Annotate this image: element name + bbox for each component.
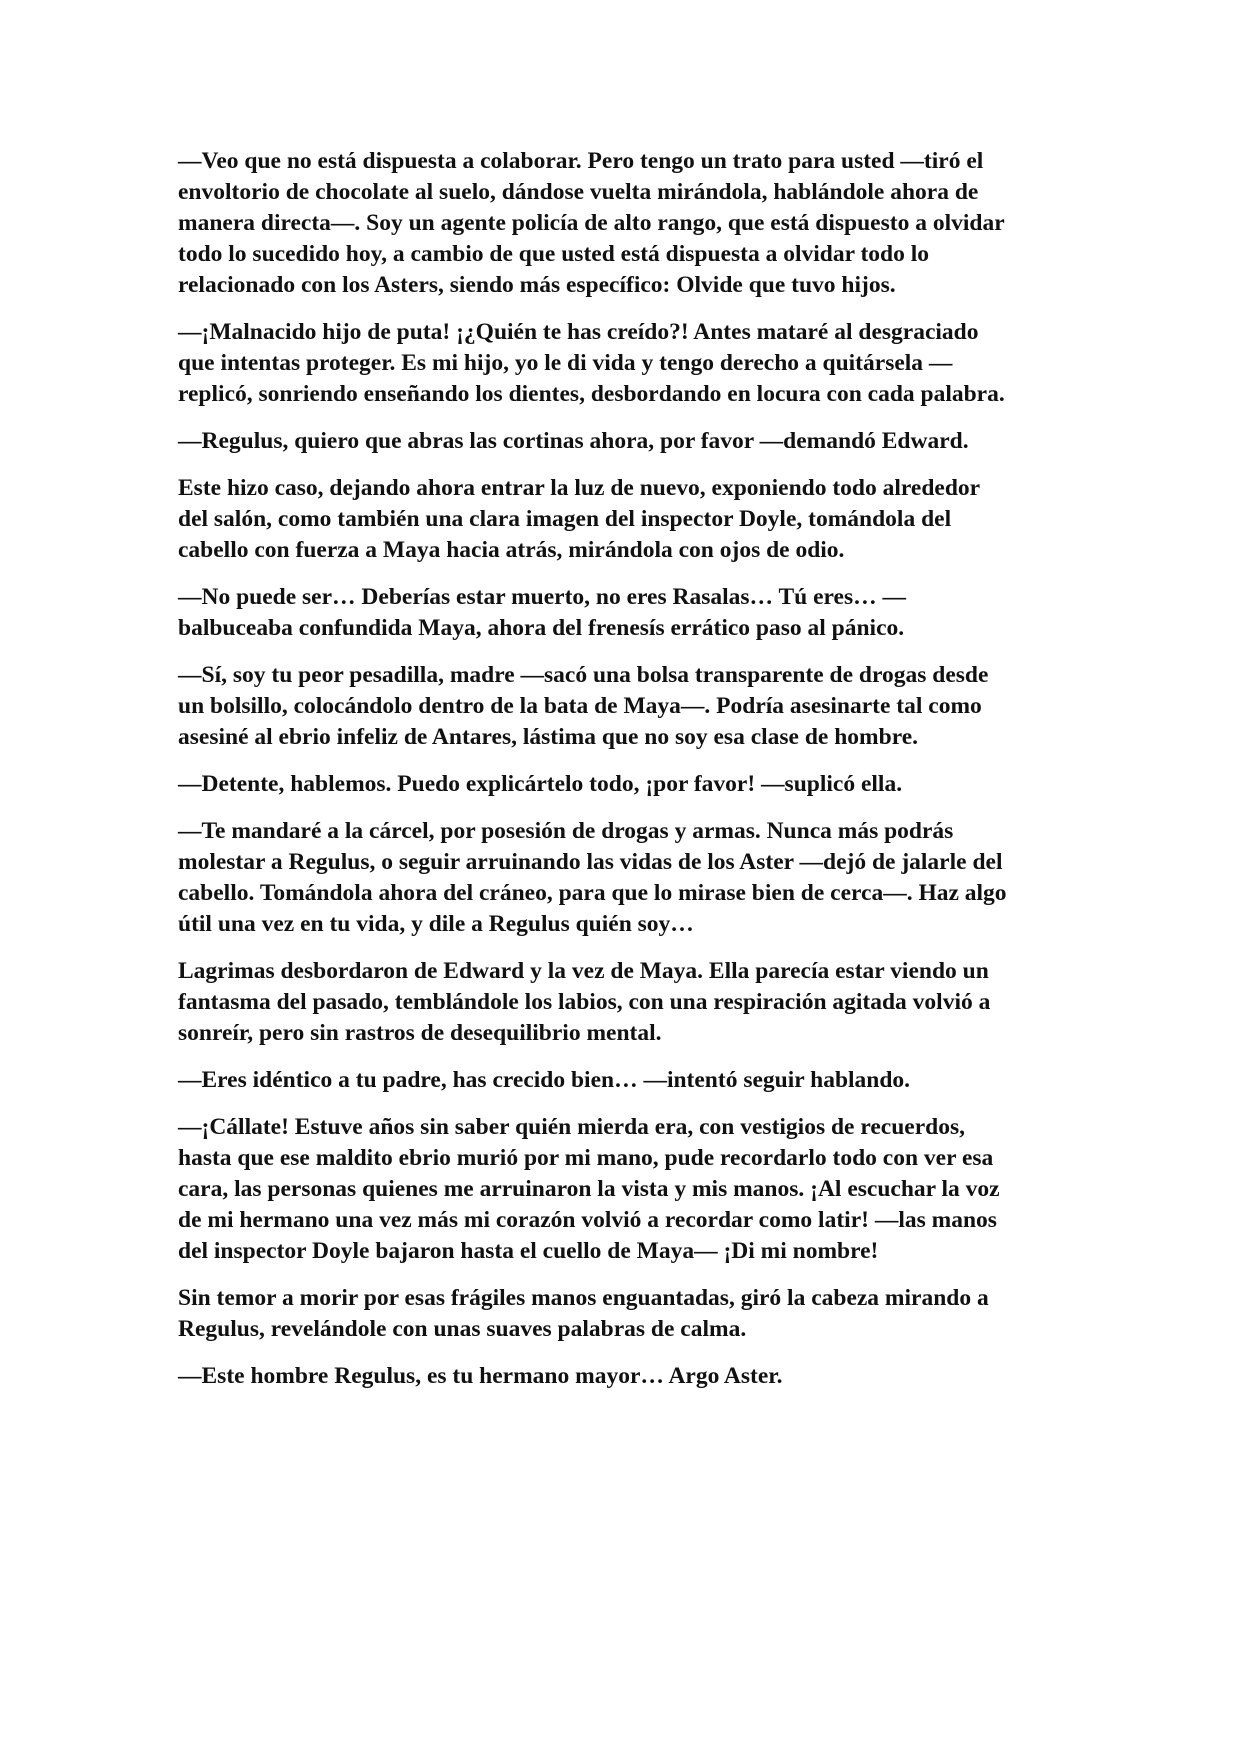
text-line: balbuceaba confundida Maya, ahora del frenesís errático paso al pánico. [178,615,905,641]
text-line: útil una vez en tu vida, y dile a Regulus quién soy… [178,911,694,937]
document-page [178,146,1070,1408]
text-line: del salón, como también una clara imagen del inspector Doyle, tomándola del [178,506,952,532]
text-line: cabello con fuerza a Maya hacia atrás, mirándola con ojos de odio. [178,537,845,563]
text-line: Lagrimas desbordaron de Edward y la vez de Maya. Ella parecía estar viendo un [178,958,989,984]
text-line: un bolsillo, colocándolo dentro de la bata de Maya—. Podría asesinarte tal como [178,693,982,719]
paragraph-1 [178,146,1070,301]
text-line: relacionado con los Asters, siendo más específico: Olvide que tuvo hijos. [178,272,896,298]
text-line: Sin temor a morir por esas frágiles manos enguantadas, giró la cabeza mirando a [178,1285,989,1311]
text-line: hasta que ese maldito ebrio murió por mi mano, pude recordarlo todo con ver esa [178,1145,994,1171]
paragraph-9 [178,956,1070,1049]
paragraph-3 [178,426,1070,457]
paragraph-4 [178,473,1070,566]
text-line: del inspector Doyle bajaron hasta el cuello de Maya— ¡Di mi nombre! [178,1238,879,1264]
text-line: Regulus, revelándole con unas suaves palabras de calma. [178,1316,747,1342]
text-line: todo lo sucedido hoy, a cambio de que usted está dispuesta a olvidar todo lo [178,241,930,267]
text-line: envoltorio de chocolate al suelo, dándose vuelta mirándola, hablándole ahora de [178,179,979,205]
text-line: asesiné al ebrio infeliz de Antares, lástima que no soy esa clase de hombre. [178,724,919,750]
text-line: —Este hombre Regulus, es tu hermano mayor… Argo Aster. [178,1363,783,1389]
text-line: —¡Malnacido hijo de puta! ¡¿Quién te has creído?! Antes mataré al desgraciado [178,319,979,345]
paragraph-6 [178,660,1070,753]
paragraph-12 [178,1283,1070,1345]
text-line: fantasma del pasado, temblándole los labios, con una respiración agitada volvió a [178,989,991,1015]
text-line: cara, las personas quienes me arruinaron la vista y mis manos. ¡Al escuchar la voz [178,1176,1000,1202]
paragraph-10 [178,1065,1070,1096]
text-line: Este hizo caso, dejando ahora entrar la luz de nuevo, exponiendo todo alrededor [178,475,981,501]
paragraph-2 [178,317,1070,410]
paragraph-11 [178,1112,1070,1267]
text-line: —Eres idéntico a tu padre, has crecido bien… —intentó seguir hablando. [178,1067,911,1093]
text-line: de mi hermano una vez más mi corazón volvió a recordar como latir! —las manos [178,1207,997,1233]
text-line: sonreír, pero sin rastros de desequilibrio mental. [178,1020,662,1046]
text-line: —Detente, hablemos. Puedo explicártelo todo, ¡por favor! —suplicó ella. [178,771,903,797]
text-line: —Te mandaré a la cárcel, por posesión de drogas y armas. Nunca más podrás [178,818,954,844]
paragraph-13 [178,1361,1070,1392]
text-line: cabello. Tomándola ahora del cráneo, para que lo mirase bien de cerca—. Haz algo [178,880,1007,906]
text-line: —Sí, soy tu peor pesadilla, madre —sacó una bolsa transparente de drogas desde [178,662,989,688]
text-line: manera directa—. Soy un agente policía de alto rango, que está dispuesto a olvidar [178,210,1005,236]
text-line: —Regulus, quiero que abras las cortinas ahora, por favor —demandó Edward. [178,428,969,454]
text-line: —No puede ser… Deberías estar muerto, no eres Rasalas… Tú eres… — [178,584,906,610]
paragraph-8 [178,816,1070,940]
paragraph-5 [178,582,1070,644]
text-line: que intentas proteger. Es mi hijo, yo le di vida y tengo derecho a quitársela — [178,350,953,376]
text-line: —¡Cállate! Estuve años sin saber quién mierda era, con vestigios de recuerdos, [178,1114,965,1140]
text-line: molestar a Regulus, o seguir arruinando las vidas de los Aster —dejó de jalarle del [178,849,1003,875]
text-line: replicó, sonriendo enseñando los dientes, desbordando en locura con cada palabra. [178,381,1005,407]
text-line: —Veo que no está dispuesta a colaborar. Pero tengo un trato para usted —tiró el [178,148,984,174]
paragraph-7 [178,769,1070,800]
